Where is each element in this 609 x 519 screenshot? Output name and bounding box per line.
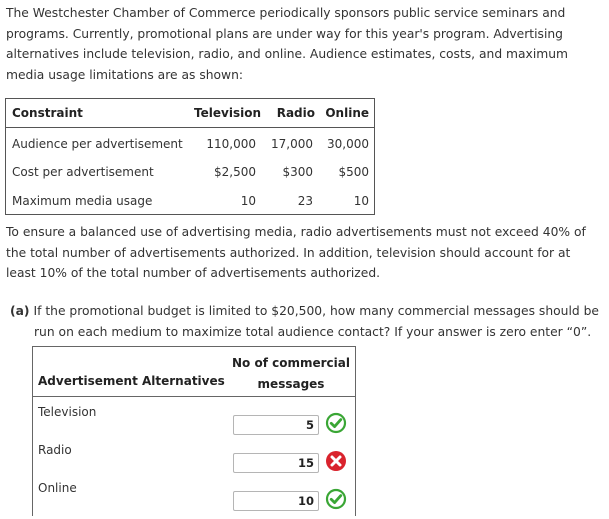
row-label: Cost per advertisement — [12, 165, 154, 179]
answer-table — [32, 346, 356, 516]
cell-radio: 17,000 — [271, 137, 313, 151]
cell-online: 10 — [353, 194, 369, 208]
header-advertisement-alternatives: Advertisement Alternatives — [38, 374, 225, 388]
television-answer-input[interactable] — [233, 415, 319, 435]
question-line1: If the promotional budget is limited to $20,500, how many commercial messages should be — [33, 304, 599, 318]
incorrect-x-icon — [325, 450, 347, 472]
header-television: Television — [194, 106, 261, 120]
radio-answer-input[interactable] — [233, 453, 319, 473]
table-row-audience — [6, 130, 374, 158]
answer-row-radio — [33, 443, 355, 481]
cell-radio: $300 — [282, 165, 313, 179]
question-label: (a) — [10, 304, 30, 318]
answer-row-television — [33, 405, 355, 443]
correct-check-icon — [325, 488, 347, 510]
table-row-max-usage — [6, 187, 374, 215]
row-label-online: Online — [38, 481, 77, 495]
table-row-cost — [6, 158, 374, 186]
cell-online: 30,000 — [327, 137, 369, 151]
header-line1: No of commercial — [232, 356, 350, 370]
row-label-television: Television — [38, 405, 97, 419]
header-online: Online — [325, 106, 369, 120]
cell-television: $2,500 — [214, 165, 256, 179]
header-constraint: Constraint — [12, 106, 83, 120]
header-radio: Radio — [276, 106, 315, 120]
balance-paragraph: To ensure a balanced use of advertising media, radio advertisements must not exceed 40% of the total number of advertisements authorized. In addition, television should account for at least 10% of the total number of advertisements authorized. — [6, 225, 586, 281]
row-label: Maximum media usage — [12, 194, 153, 208]
question-line2: run on each medium to maximize total audience contact? If your answer is zero enter “0”. — [34, 324, 592, 339]
cell-online: $500 — [338, 165, 369, 179]
question-a — [10, 301, 600, 342]
intro-paragraph: The Westchester Chamber of Commerce periodically sponsors public service seminars and programs. Currently, promotional plans are under way for this year's program. Advertising alternatives include television, radio, and online. Audience estimates, costs, and maximum media usage limitations are as shown: — [6, 6, 569, 83]
header-line2: messages — [257, 377, 325, 391]
correct-check-icon — [325, 412, 347, 434]
constraint-table-header — [6, 99, 374, 128]
header-divider — [33, 396, 355, 397]
answer-row-online — [33, 481, 355, 519]
cell-radio: 23 — [297, 194, 313, 208]
row-label-radio: Radio — [38, 443, 72, 457]
online-answer-input[interactable] — [233, 491, 319, 511]
cell-television: 10 — [240, 194, 256, 208]
constraint-table — [5, 98, 375, 215]
header-no-of-commercial-messages — [228, 353, 354, 395]
row-label: Audience per advertisement — [12, 137, 183, 151]
cell-television: 110,000 — [206, 137, 256, 151]
